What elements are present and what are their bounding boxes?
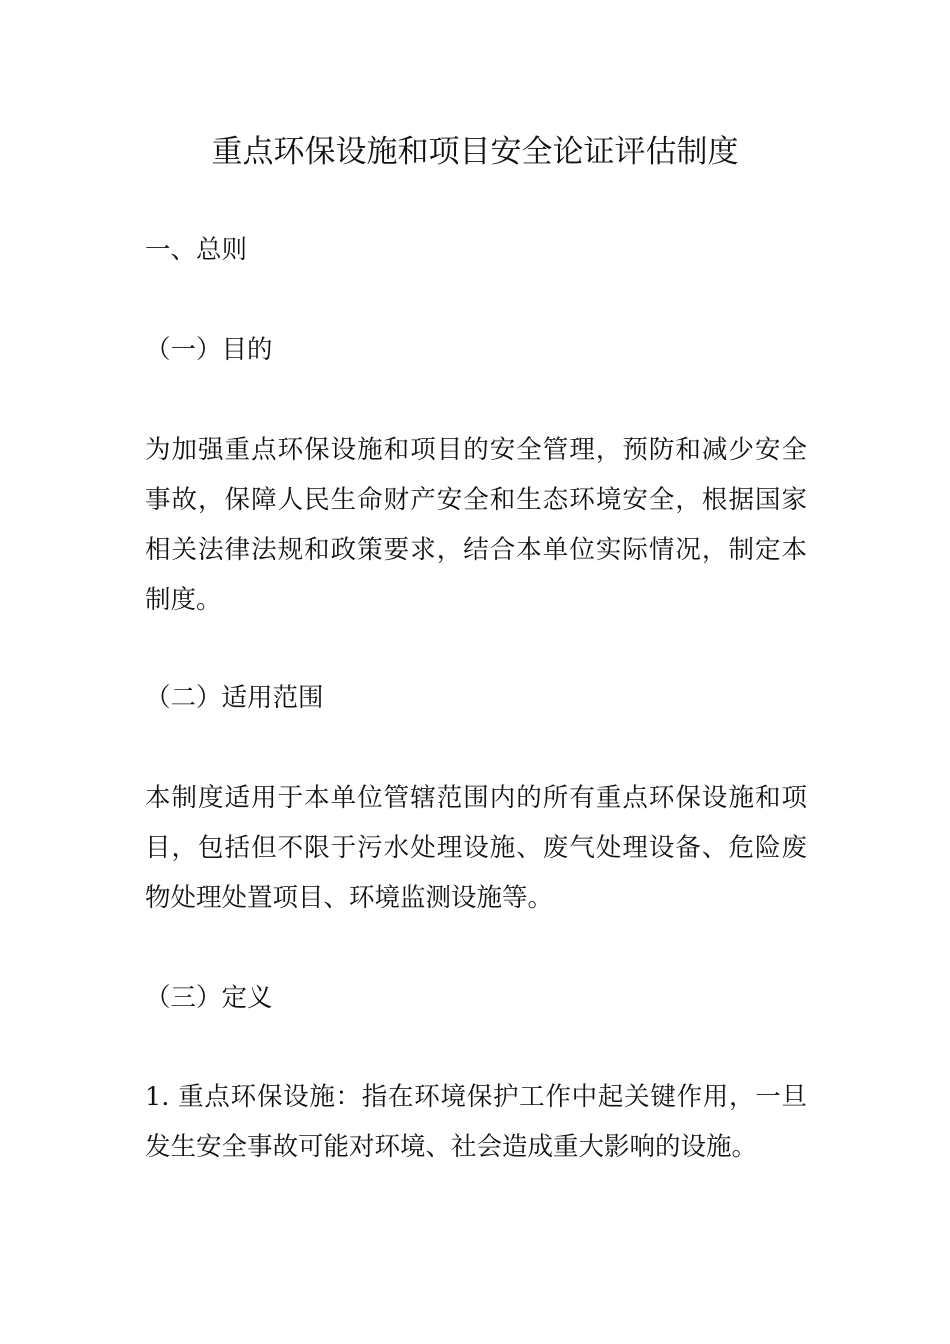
paragraph-line: 物处理处置项目、环境监测设施等。 (145, 883, 554, 913)
section-heading-general: 一、总则 (145, 235, 248, 265)
paragraph-line: 本制度适用于本单位管辖范围内的所有重点环保设施和项 (145, 783, 807, 813)
paragraph-line: 目，包括但不限于污水处理设施、废气处理设备、危险废 (145, 833, 807, 863)
paragraph-line: 事故，保障人民生命财产安全和生态环境安全，根据国家 (145, 485, 807, 515)
subsection-heading-scope: （二）适用范围 (145, 683, 324, 713)
paragraph-line: 1. 重点环保设施：指在环境保护工作中起关键作用，一旦 (145, 1082, 807, 1112)
paragraph-line: 制度。 (145, 585, 222, 615)
document-title: 重点环保设施和项目安全论证评估制度 (211, 134, 739, 170)
subsection-heading-definition: （三）定义 (145, 983, 273, 1013)
paragraph-line: 为加强重点环保设施和项目的安全管理，预防和减少安全 (145, 435, 807, 465)
subsection-heading-purpose: （一）目的 (145, 335, 273, 365)
paragraph-line: 相关法律法规和政策要求，结合本单位实际情况，制定本 (145, 535, 807, 565)
paragraph-line: 发生安全事故可能对环境、社会造成重大影响的设施。 (145, 1132, 758, 1162)
